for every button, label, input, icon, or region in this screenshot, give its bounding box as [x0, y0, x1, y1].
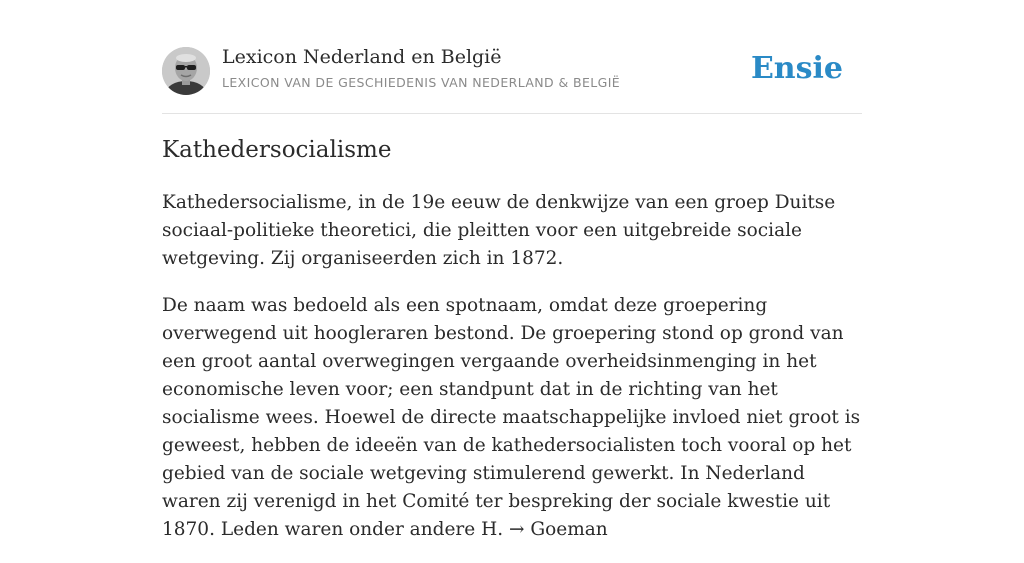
site-subtitle: LEXICON VAN DE GESCHIEDENIS VAN NEDERLAND & BELGIË — [222, 75, 621, 90]
article-paragraph: De naam was bedoeld als een spotnaam, omdat deze groepering overwegend uit hoogleraren bestond. De groepering stond op grond van een groot aantal overwegingen vergaande overheidsinmenging in het economische leven voor; een standpunt dat in de richting van het socialisme wees. Hoewel de directe maatschappelijke invloed niet groot is geweest, hebben de ideeën van de kathedersocialisten toch vooral op het gebied van de sociale wetgeving stimulerend gewerkt. In Nederland waren zij verenigd in het Comité ter bespreking der sociale kwestie uit 1870. Leden waren onder andere H. → Goeman — [162, 295, 861, 540]
article-body — [162, 189, 862, 563]
article-title: Kathedersocialisme — [162, 137, 392, 163]
ensie-logo-link[interactable]: Ensie — [750, 51, 843, 86]
site-title[interactable]: Lexicon Nederland en België — [222, 46, 502, 68]
site-header — [162, 0, 862, 114]
avatar-image — [162, 47, 210, 95]
page — [162, 0, 862, 540]
article-paragraph: Kathedersocialisme, in de 19e eeuw de denkwijze van een groep Duitse sociaal-politieke theoretici, die pleitten voor een uitgebreide sociale wetgeving. Zij organiseerden zich in 1872. — [162, 192, 836, 269]
avatar[interactable] — [162, 47, 210, 95]
